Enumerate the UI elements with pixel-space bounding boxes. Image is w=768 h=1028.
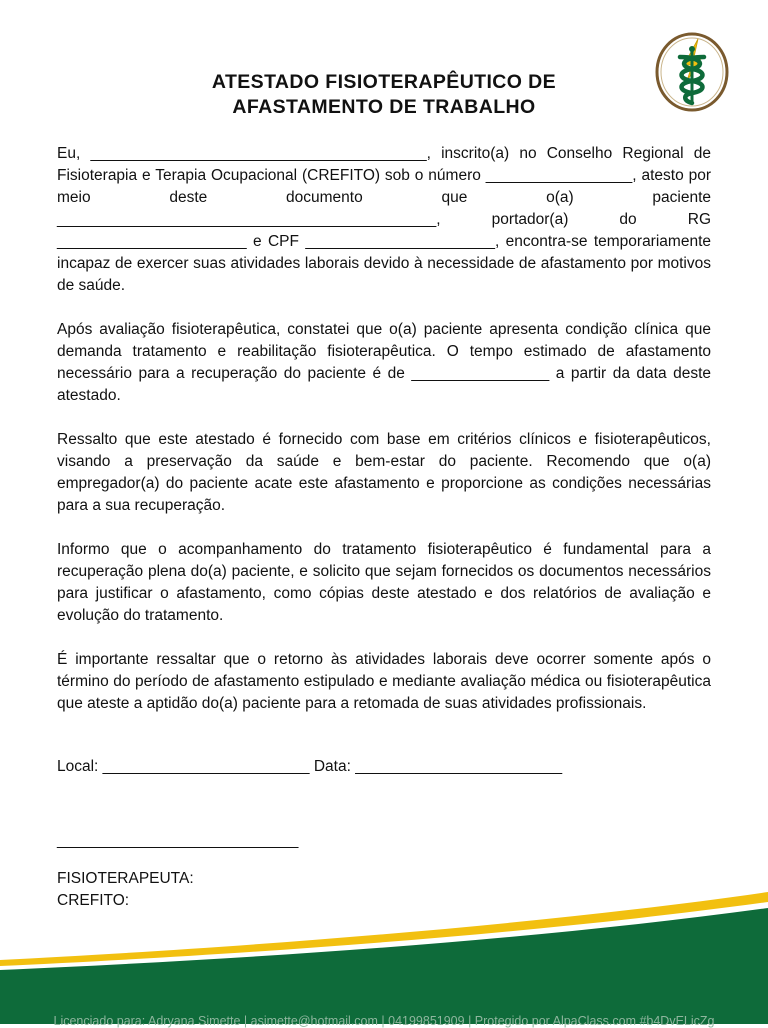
title-line-1: ATESTADO FISIOTERAPÊUTICO DE bbox=[211, 71, 557, 93]
paragraph-avaliacao: Após avaliação fisioterapêutica, constatei que o(a) paciente apresenta condição clínica que demanda tratamento e reabilitação fisioterapêutica. O tempo estimado de afastamento necessário para a recuperação do paciente é de ________________ a partir da data deste atestado. bbox=[57, 321, 711, 404]
paragraph-informo: Informo que o acompanhamento do tratamento fisioterapêutico é fundamental para a recuperação plena do(a) paciente, e solicito que sejam fornecidos os documentos necessários para justificar o afastamento, como cópias deste atestado e dos relatórios de avaliação e evolução do tratamento. bbox=[57, 541, 711, 624]
fisioterapeuta-label: FISIOTERAPEUTA: bbox=[57, 870, 194, 887]
document-body bbox=[57, 143, 711, 737]
paragraph-importante: É importante ressaltar que o retorno às atividades laborais deve ocorrer somente após o término do período de afastamento estipulado e mediante avaliação médica ou fisioterapêutica que ateste a aptidão do(a) paciente para a retomada de suas atividades profissionais. bbox=[57, 651, 711, 712]
paragraph-ressalto: Ressalto que este atestado é fornecido com base em critérios clínicos e fisioterapêuticos, visando a preservação da saúde e bem-estar do paciente. Recomendo que o(a) empregador(a) do paciente acate este afastamento e proporcione as condições necessárias para a sua recuperação. bbox=[57, 431, 711, 514]
paragraph-intro: Eu, _______________________________________, inscrito(a) no Conselho Regional de Fisioterapia e Terapia Ocupacional (CREFITO) sob o número _________________, atesto por meio deste documento que o(a) paciente ____________________________________________, portador(a) do RG ______________________ e CPF ______________________, encontra-se temporariamente incapaz de exercer suas atividades laborais devido à necessidade de afastamento por motivos de saúde. bbox=[57, 145, 711, 294]
title-line-2: AFASTAMENTO DE TRABALHO bbox=[232, 96, 536, 118]
license-footer-text: Licenciado para: Adryana Simette | asimette@hotmail.com | 04199851909 | Protegido por AlpaClass.com #b4DvELicZg bbox=[53, 1014, 715, 1028]
footer-wave bbox=[0, 890, 768, 1024]
local-date-line: Local: ________________________ Data: ________________________ bbox=[57, 758, 563, 775]
signature-line: ____________________________ bbox=[57, 832, 299, 849]
document-title bbox=[0, 70, 768, 120]
crefito-label: CREFITO: bbox=[57, 892, 130, 909]
